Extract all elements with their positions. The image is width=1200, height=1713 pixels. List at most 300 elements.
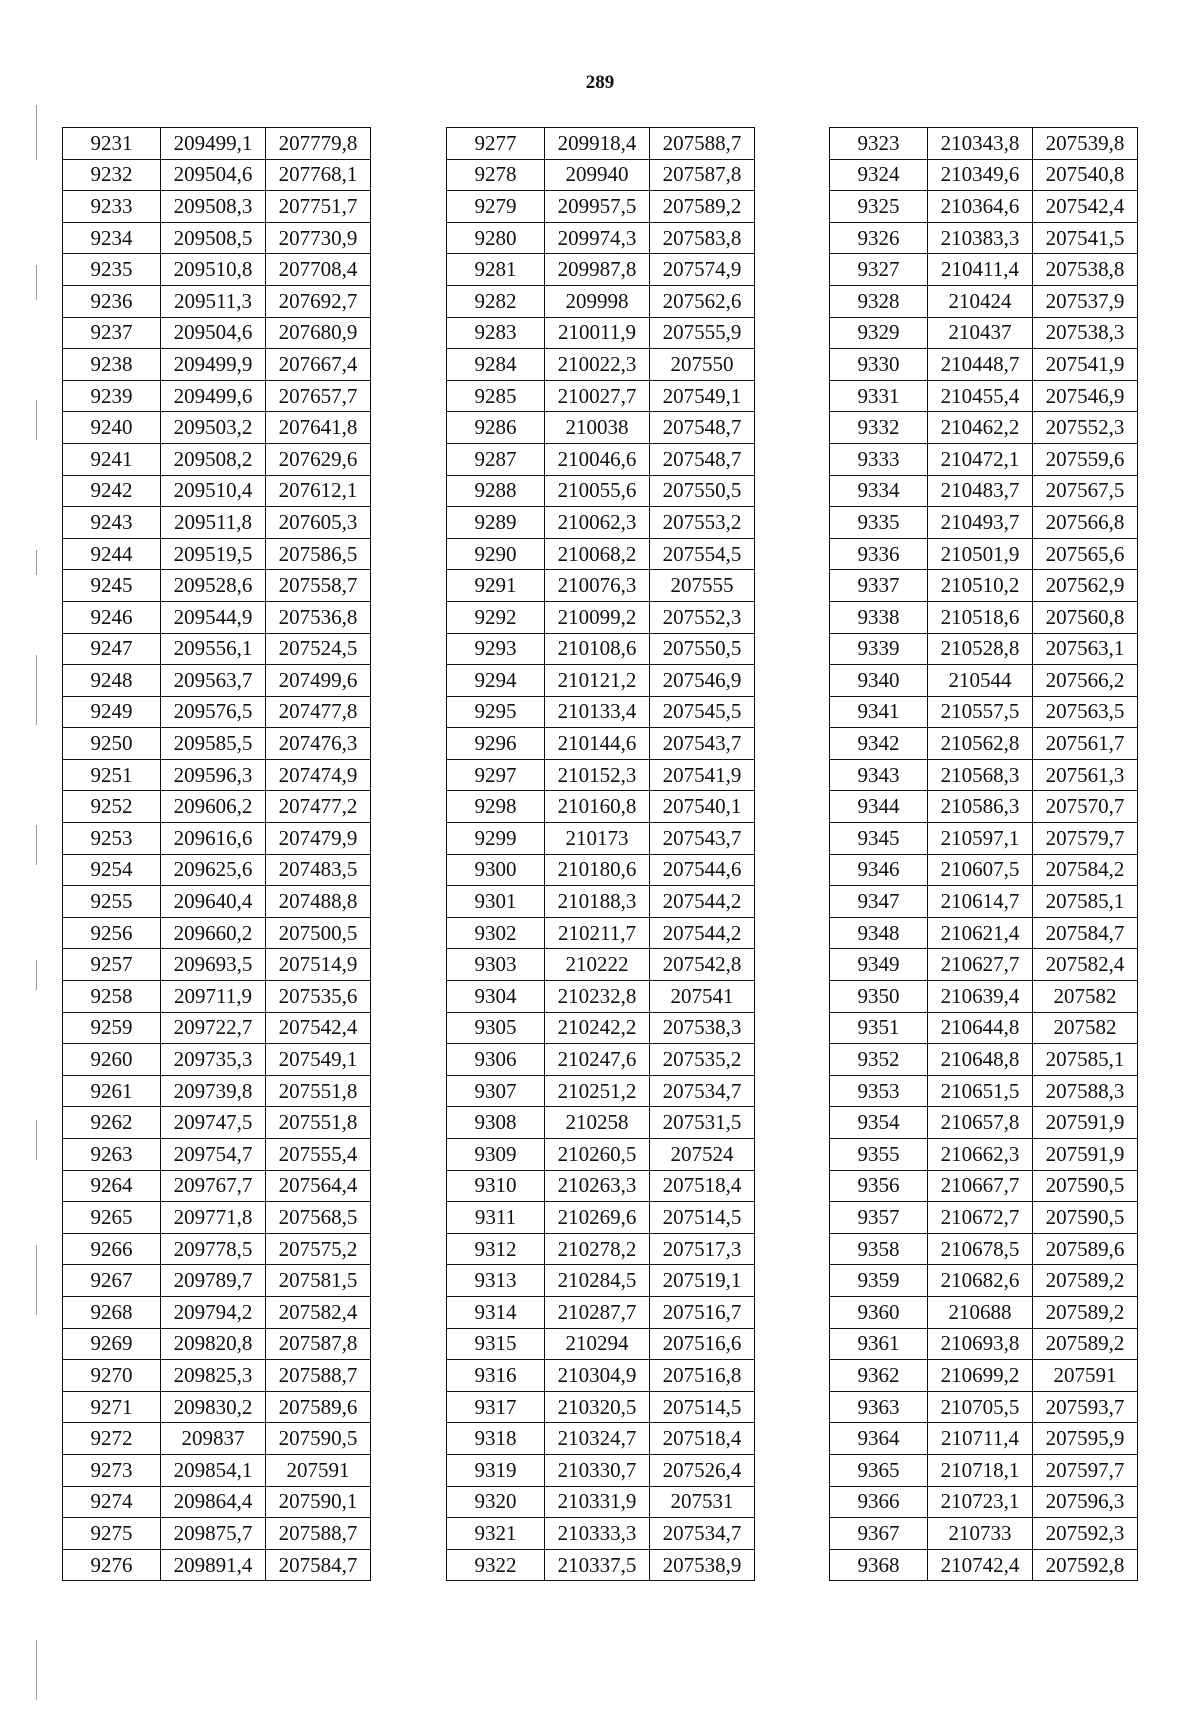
point-number-cell: 9333 xyxy=(830,443,928,475)
point-number-cell: 9234 xyxy=(63,222,161,254)
y-coordinate-cell: 207517,3 xyxy=(650,1233,755,1265)
point-number-cell: 9254 xyxy=(63,854,161,886)
y-coordinate-cell: 207535,6 xyxy=(266,981,371,1013)
point-number-cell: 9243 xyxy=(63,507,161,539)
y-coordinate-cell: 207565,6 xyxy=(1033,538,1138,570)
x-coordinate-cell: 210022,3 xyxy=(545,349,650,381)
table-row xyxy=(447,665,755,697)
table-row xyxy=(447,128,755,160)
x-coordinate-cell: 209499,6 xyxy=(161,380,266,412)
table-row xyxy=(830,1170,1138,1202)
point-number-cell: 9345 xyxy=(830,823,928,855)
table-row xyxy=(830,1486,1138,1518)
point-number-cell: 9331 xyxy=(830,380,928,412)
x-coordinate-cell: 210242,2 xyxy=(545,1012,650,1044)
point-number-cell: 9336 xyxy=(830,538,928,570)
x-coordinate-cell: 210510,2 xyxy=(928,570,1033,602)
y-coordinate-cell: 207692,7 xyxy=(266,285,371,317)
point-number-cell: 9340 xyxy=(830,665,928,697)
y-coordinate-cell: 207558,7 xyxy=(266,570,371,602)
table-row xyxy=(447,254,755,286)
table-row xyxy=(830,380,1138,412)
x-coordinate-cell: 209891,4 xyxy=(161,1549,266,1581)
x-coordinate-cell: 210657,8 xyxy=(928,1107,1033,1139)
x-coordinate-cell: 210667,7 xyxy=(928,1170,1033,1202)
y-coordinate-cell: 207562,9 xyxy=(1033,570,1138,602)
y-coordinate-cell: 207563,1 xyxy=(1033,633,1138,665)
table-row xyxy=(63,1391,371,1423)
point-number-cell: 9328 xyxy=(830,285,928,317)
y-coordinate-cell: 207591,9 xyxy=(1033,1107,1138,1139)
x-coordinate-cell: 209563,7 xyxy=(161,665,266,697)
x-coordinate-cell: 209735,3 xyxy=(161,1044,266,1076)
x-coordinate-cell: 210672,7 xyxy=(928,1202,1033,1234)
point-number-cell: 9358 xyxy=(830,1233,928,1265)
table-row xyxy=(63,475,371,507)
table-row xyxy=(447,1296,755,1328)
x-coordinate-cell: 210586,3 xyxy=(928,791,1033,823)
x-coordinate-cell: 210304,9 xyxy=(545,1360,650,1392)
table-row xyxy=(447,349,755,381)
point-number-cell: 9248 xyxy=(63,665,161,697)
point-number-cell: 9269 xyxy=(63,1328,161,1360)
x-coordinate-cell: 210662,3 xyxy=(928,1139,1033,1171)
y-coordinate-cell: 207538,3 xyxy=(1033,317,1138,349)
y-coordinate-cell: 207574,9 xyxy=(650,254,755,286)
y-coordinate-cell: 207605,3 xyxy=(266,507,371,539)
x-coordinate-cell: 210383,3 xyxy=(928,222,1033,254)
point-number-cell: 9359 xyxy=(830,1265,928,1297)
x-coordinate-cell: 209771,8 xyxy=(161,1202,266,1234)
point-number-cell: 9310 xyxy=(447,1170,545,1202)
x-coordinate-cell: 210597,1 xyxy=(928,823,1033,855)
x-coordinate-cell: 209739,8 xyxy=(161,1075,266,1107)
table-row xyxy=(63,601,371,633)
table-row xyxy=(830,412,1138,444)
x-coordinate-cell: 209875,7 xyxy=(161,1518,266,1550)
x-coordinate-cell: 210251,2 xyxy=(545,1075,650,1107)
y-coordinate-cell: 207526,4 xyxy=(650,1454,755,1486)
point-number-cell: 9272 xyxy=(63,1423,161,1455)
y-coordinate-cell: 207534,7 xyxy=(650,1518,755,1550)
table-row xyxy=(830,1296,1138,1328)
y-coordinate-cell: 207587,8 xyxy=(266,1328,371,1360)
x-coordinate-cell: 209767,7 xyxy=(161,1170,266,1202)
y-coordinate-cell: 207593,7 xyxy=(1033,1391,1138,1423)
point-number-cell: 9355 xyxy=(830,1139,928,1171)
table-row xyxy=(830,1012,1138,1044)
scan-margin-mark xyxy=(36,1640,37,1700)
table-row xyxy=(830,570,1138,602)
table-row xyxy=(63,1296,371,1328)
x-coordinate-cell: 210723,1 xyxy=(928,1486,1033,1518)
x-coordinate-cell: 209616,6 xyxy=(161,823,266,855)
table-row xyxy=(63,507,371,539)
x-coordinate-cell: 210337,5 xyxy=(545,1549,650,1581)
table-row xyxy=(63,191,371,223)
x-coordinate-cell: 209510,8 xyxy=(161,254,266,286)
table-row xyxy=(63,1454,371,1486)
x-coordinate-cell: 210284,5 xyxy=(545,1265,650,1297)
table-row xyxy=(447,696,755,728)
x-coordinate-cell: 210682,6 xyxy=(928,1265,1033,1297)
table-row xyxy=(830,601,1138,633)
table-row xyxy=(830,728,1138,760)
point-number-cell: 9292 xyxy=(447,601,545,633)
point-number-cell: 9259 xyxy=(63,1012,161,1044)
table-row xyxy=(830,222,1138,254)
table-row xyxy=(63,222,371,254)
y-coordinate-cell: 207590,5 xyxy=(266,1423,371,1455)
y-coordinate-cell: 207474,9 xyxy=(266,759,371,791)
scan-margin-mark xyxy=(36,265,37,300)
point-number-cell: 9335 xyxy=(830,507,928,539)
y-coordinate-cell: 207488,8 xyxy=(266,886,371,918)
x-coordinate-cell: 210528,8 xyxy=(928,633,1033,665)
table-row xyxy=(447,791,755,823)
table-row xyxy=(63,949,371,981)
table-row xyxy=(830,1518,1138,1550)
point-number-cell: 9258 xyxy=(63,981,161,1013)
table-row xyxy=(830,1328,1138,1360)
x-coordinate-cell: 210639,4 xyxy=(928,981,1033,1013)
table-row xyxy=(830,1423,1138,1455)
point-number-cell: 9283 xyxy=(447,317,545,349)
x-coordinate-cell: 210333,3 xyxy=(545,1518,650,1550)
y-coordinate-cell: 207589,2 xyxy=(1033,1296,1138,1328)
y-coordinate-cell: 207641,8 xyxy=(266,412,371,444)
table-row xyxy=(447,917,755,949)
table-row xyxy=(63,570,371,602)
point-number-cell: 9304 xyxy=(447,981,545,1013)
table-row xyxy=(830,254,1138,286)
table-row xyxy=(63,854,371,886)
x-coordinate-cell: 209722,7 xyxy=(161,1012,266,1044)
table-row xyxy=(830,128,1138,160)
point-number-cell: 9300 xyxy=(447,854,545,886)
y-coordinate-cell: 207536,8 xyxy=(266,601,371,633)
point-number-cell: 9360 xyxy=(830,1296,928,1328)
x-coordinate-cell: 209596,3 xyxy=(161,759,266,791)
point-number-cell: 9273 xyxy=(63,1454,161,1486)
table-row xyxy=(830,159,1138,191)
table-row xyxy=(63,1486,371,1518)
point-number-cell: 9303 xyxy=(447,949,545,981)
point-number-cell: 9250 xyxy=(63,728,161,760)
point-number-cell: 9305 xyxy=(447,1012,545,1044)
table-row xyxy=(447,1360,755,1392)
table-row xyxy=(63,981,371,1013)
y-coordinate-cell: 207476,3 xyxy=(266,728,371,760)
y-coordinate-cell: 207586,5 xyxy=(266,538,371,570)
table-row xyxy=(830,475,1138,507)
point-number-cell: 9309 xyxy=(447,1139,545,1171)
y-coordinate-cell: 207563,5 xyxy=(1033,696,1138,728)
point-number-cell: 9321 xyxy=(447,1518,545,1550)
table-row xyxy=(830,1360,1138,1392)
x-coordinate-cell: 209503,2 xyxy=(161,412,266,444)
table-row xyxy=(63,1044,371,1076)
x-coordinate-cell: 210011,9 xyxy=(545,317,650,349)
x-coordinate-cell: 210364,6 xyxy=(928,191,1033,223)
point-number-cell: 9330 xyxy=(830,349,928,381)
table-row xyxy=(63,1360,371,1392)
y-coordinate-cell: 207518,4 xyxy=(650,1423,755,1455)
y-coordinate-cell: 207585,1 xyxy=(1033,1044,1138,1076)
table-row xyxy=(447,823,755,855)
x-coordinate-cell: 210062,3 xyxy=(545,507,650,539)
x-coordinate-cell: 209820,8 xyxy=(161,1328,266,1360)
y-coordinate-cell: 207551,8 xyxy=(266,1075,371,1107)
y-coordinate-cell: 207531,5 xyxy=(650,1107,755,1139)
x-coordinate-cell: 210557,5 xyxy=(928,696,1033,728)
x-coordinate-cell: 209585,5 xyxy=(161,728,266,760)
point-number-cell: 9244 xyxy=(63,538,161,570)
table-row xyxy=(447,1486,755,1518)
x-coordinate-cell: 210180,6 xyxy=(545,854,650,886)
x-coordinate-cell: 209511,3 xyxy=(161,285,266,317)
y-coordinate-cell: 207552,3 xyxy=(650,601,755,633)
x-coordinate-cell: 210160,8 xyxy=(545,791,650,823)
point-number-cell: 9247 xyxy=(63,633,161,665)
table-row xyxy=(830,823,1138,855)
x-coordinate-cell: 210349,6 xyxy=(928,159,1033,191)
y-coordinate-cell: 207519,1 xyxy=(650,1265,755,1297)
point-number-cell: 9264 xyxy=(63,1170,161,1202)
point-number-cell: 9306 xyxy=(447,1044,545,1076)
y-coordinate-cell: 207589,6 xyxy=(1033,1233,1138,1265)
x-coordinate-cell: 210144,6 xyxy=(545,728,650,760)
point-number-cell: 9341 xyxy=(830,696,928,728)
table-row xyxy=(447,285,755,317)
point-number-cell: 9314 xyxy=(447,1296,545,1328)
x-coordinate-cell: 210331,9 xyxy=(545,1486,650,1518)
point-number-cell: 9346 xyxy=(830,854,928,886)
point-number-cell: 9329 xyxy=(830,317,928,349)
y-coordinate-cell: 207539,8 xyxy=(1033,128,1138,160)
x-coordinate-cell: 209499,1 xyxy=(161,128,266,160)
table-row xyxy=(830,191,1138,223)
y-coordinate-cell: 207566,8 xyxy=(1033,507,1138,539)
x-coordinate-cell: 210544 xyxy=(928,665,1033,697)
point-number-cell: 9319 xyxy=(447,1454,545,1486)
y-coordinate-cell: 207548,7 xyxy=(650,412,755,444)
x-coordinate-cell: 210133,4 xyxy=(545,696,650,728)
y-coordinate-cell: 207588,3 xyxy=(1033,1075,1138,1107)
table-row xyxy=(63,696,371,728)
y-coordinate-cell: 207555,9 xyxy=(650,317,755,349)
y-coordinate-cell: 207541,9 xyxy=(1033,349,1138,381)
x-coordinate-cell: 210711,4 xyxy=(928,1423,1033,1455)
y-coordinate-cell: 207596,3 xyxy=(1033,1486,1138,1518)
point-number-cell: 9293 xyxy=(447,633,545,665)
y-coordinate-cell: 207500,5 xyxy=(266,917,371,949)
x-coordinate-cell: 209508,2 xyxy=(161,443,266,475)
table-row xyxy=(447,1549,755,1581)
table-row xyxy=(447,1139,755,1171)
y-coordinate-cell: 207582 xyxy=(1033,981,1138,1013)
point-number-cell: 9256 xyxy=(63,917,161,949)
point-number-cell: 9344 xyxy=(830,791,928,823)
table-row xyxy=(830,854,1138,886)
point-number-cell: 9267 xyxy=(63,1265,161,1297)
x-coordinate-cell: 210076,3 xyxy=(545,570,650,602)
point-number-cell: 9271 xyxy=(63,1391,161,1423)
y-coordinate-cell: 207542,4 xyxy=(266,1012,371,1044)
table-row xyxy=(447,981,755,1013)
x-coordinate-cell: 210294 xyxy=(545,1328,650,1360)
x-coordinate-cell: 209998 xyxy=(545,285,650,317)
point-number-cell: 9257 xyxy=(63,949,161,981)
table-row xyxy=(63,380,371,412)
point-number-cell: 9322 xyxy=(447,1549,545,1581)
point-number-cell: 9279 xyxy=(447,191,545,223)
y-coordinate-cell: 207587,8 xyxy=(650,159,755,191)
y-coordinate-cell: 207524,5 xyxy=(266,633,371,665)
point-number-cell: 9356 xyxy=(830,1170,928,1202)
table-row xyxy=(447,633,755,665)
x-coordinate-cell: 210108,6 xyxy=(545,633,650,665)
y-coordinate-cell: 207516,8 xyxy=(650,1360,755,1392)
y-coordinate-cell: 207555,4 xyxy=(266,1139,371,1171)
point-number-cell: 9262 xyxy=(63,1107,161,1139)
point-number-cell: 9233 xyxy=(63,191,161,223)
x-coordinate-cell: 210472,1 xyxy=(928,443,1033,475)
table-row xyxy=(63,443,371,475)
y-coordinate-cell: 207585,1 xyxy=(1033,886,1138,918)
y-coordinate-cell: 207541,9 xyxy=(650,759,755,791)
point-number-cell: 9275 xyxy=(63,1518,161,1550)
point-number-cell: 9342 xyxy=(830,728,928,760)
table-row xyxy=(63,1233,371,1265)
x-coordinate-cell: 209544,9 xyxy=(161,601,266,633)
scan-margin-mark xyxy=(36,105,37,160)
point-number-cell: 9276 xyxy=(63,1549,161,1581)
y-coordinate-cell: 207581,5 xyxy=(266,1265,371,1297)
x-coordinate-cell: 210493,7 xyxy=(928,507,1033,539)
table-row xyxy=(63,665,371,697)
y-coordinate-cell: 207514,5 xyxy=(650,1391,755,1423)
x-coordinate-cell: 210614,7 xyxy=(928,886,1033,918)
point-number-cell: 9297 xyxy=(447,759,545,791)
table-row xyxy=(447,854,755,886)
table-row xyxy=(447,1328,755,1360)
point-number-cell: 9313 xyxy=(447,1265,545,1297)
x-coordinate-cell: 210152,3 xyxy=(545,759,650,791)
point-number-cell: 9308 xyxy=(447,1107,545,1139)
table-row xyxy=(830,633,1138,665)
y-coordinate-cell: 207564,4 xyxy=(266,1170,371,1202)
point-number-cell: 9235 xyxy=(63,254,161,286)
table-row xyxy=(63,128,371,160)
table-row xyxy=(447,1044,755,1076)
y-coordinate-cell: 207549,1 xyxy=(266,1044,371,1076)
table-row xyxy=(447,412,755,444)
point-number-cell: 9237 xyxy=(63,317,161,349)
x-coordinate-cell: 209519,5 xyxy=(161,538,266,570)
point-number-cell: 9338 xyxy=(830,601,928,633)
x-coordinate-cell: 210518,6 xyxy=(928,601,1033,633)
table-row xyxy=(447,380,755,412)
x-coordinate-cell: 209508,3 xyxy=(161,191,266,223)
point-number-cell: 9320 xyxy=(447,1486,545,1518)
x-coordinate-cell: 209747,5 xyxy=(161,1107,266,1139)
point-number-cell: 9236 xyxy=(63,285,161,317)
x-coordinate-cell: 209528,6 xyxy=(161,570,266,602)
table-row xyxy=(447,475,755,507)
table-row xyxy=(830,349,1138,381)
x-coordinate-cell: 210688 xyxy=(928,1296,1033,1328)
point-number-cell: 9312 xyxy=(447,1233,545,1265)
point-number-cell: 9362 xyxy=(830,1360,928,1392)
point-number-cell: 9291 xyxy=(447,570,545,602)
x-coordinate-cell: 210258 xyxy=(545,1107,650,1139)
table-row xyxy=(830,443,1138,475)
point-number-cell: 9295 xyxy=(447,696,545,728)
y-coordinate-cell: 207538,3 xyxy=(650,1012,755,1044)
table-row xyxy=(830,886,1138,918)
point-number-cell: 9287 xyxy=(447,443,545,475)
x-coordinate-cell: 209499,9 xyxy=(161,349,266,381)
x-coordinate-cell: 209987,8 xyxy=(545,254,650,286)
y-coordinate-cell: 207584,2 xyxy=(1033,854,1138,886)
y-coordinate-cell: 207579,7 xyxy=(1033,823,1138,855)
y-coordinate-cell: 207537,9 xyxy=(1033,285,1138,317)
x-coordinate-cell: 210038 xyxy=(545,412,650,444)
table-row xyxy=(830,1265,1138,1297)
x-coordinate-cell: 210648,8 xyxy=(928,1044,1033,1076)
x-coordinate-cell: 210343,8 xyxy=(928,128,1033,160)
scan-margin-mark xyxy=(36,1120,37,1160)
x-coordinate-cell: 209625,6 xyxy=(161,854,266,886)
point-number-cell: 9343 xyxy=(830,759,928,791)
x-coordinate-cell: 210211,7 xyxy=(545,917,650,949)
y-coordinate-cell: 207531 xyxy=(650,1486,755,1518)
table-row xyxy=(830,696,1138,728)
table-row xyxy=(447,159,755,191)
point-number-cell: 9263 xyxy=(63,1139,161,1171)
y-coordinate-cell: 207516,7 xyxy=(650,1296,755,1328)
table-row xyxy=(447,728,755,760)
y-coordinate-cell: 207575,2 xyxy=(266,1233,371,1265)
y-coordinate-cell: 207549,1 xyxy=(650,380,755,412)
point-number-cell: 9364 xyxy=(830,1423,928,1455)
x-coordinate-cell: 209830,2 xyxy=(161,1391,266,1423)
table-row xyxy=(63,917,371,949)
table-row xyxy=(830,1044,1138,1076)
table-row xyxy=(63,1423,371,1455)
y-coordinate-cell: 207768,1 xyxy=(266,159,371,191)
y-coordinate-cell: 207588,7 xyxy=(266,1360,371,1392)
table-row xyxy=(63,1075,371,1107)
x-coordinate-cell: 209640,4 xyxy=(161,886,266,918)
point-number-cell: 9317 xyxy=(447,1391,545,1423)
x-coordinate-cell: 210287,7 xyxy=(545,1296,650,1328)
y-coordinate-cell: 207514,9 xyxy=(266,949,371,981)
coordinates-table-1 xyxy=(62,127,371,1581)
x-coordinate-cell: 210173 xyxy=(545,823,650,855)
x-coordinate-cell: 210483,7 xyxy=(928,475,1033,507)
y-coordinate-cell: 207589,2 xyxy=(1033,1328,1138,1360)
table-row xyxy=(830,1139,1138,1171)
x-coordinate-cell: 209837 xyxy=(161,1423,266,1455)
table-row xyxy=(830,1549,1138,1581)
x-coordinate-cell: 210733 xyxy=(928,1518,1033,1550)
x-coordinate-cell: 210607,5 xyxy=(928,854,1033,886)
y-coordinate-cell: 207590,1 xyxy=(266,1486,371,1518)
y-coordinate-cell: 207551,8 xyxy=(266,1107,371,1139)
table-row xyxy=(63,1265,371,1297)
